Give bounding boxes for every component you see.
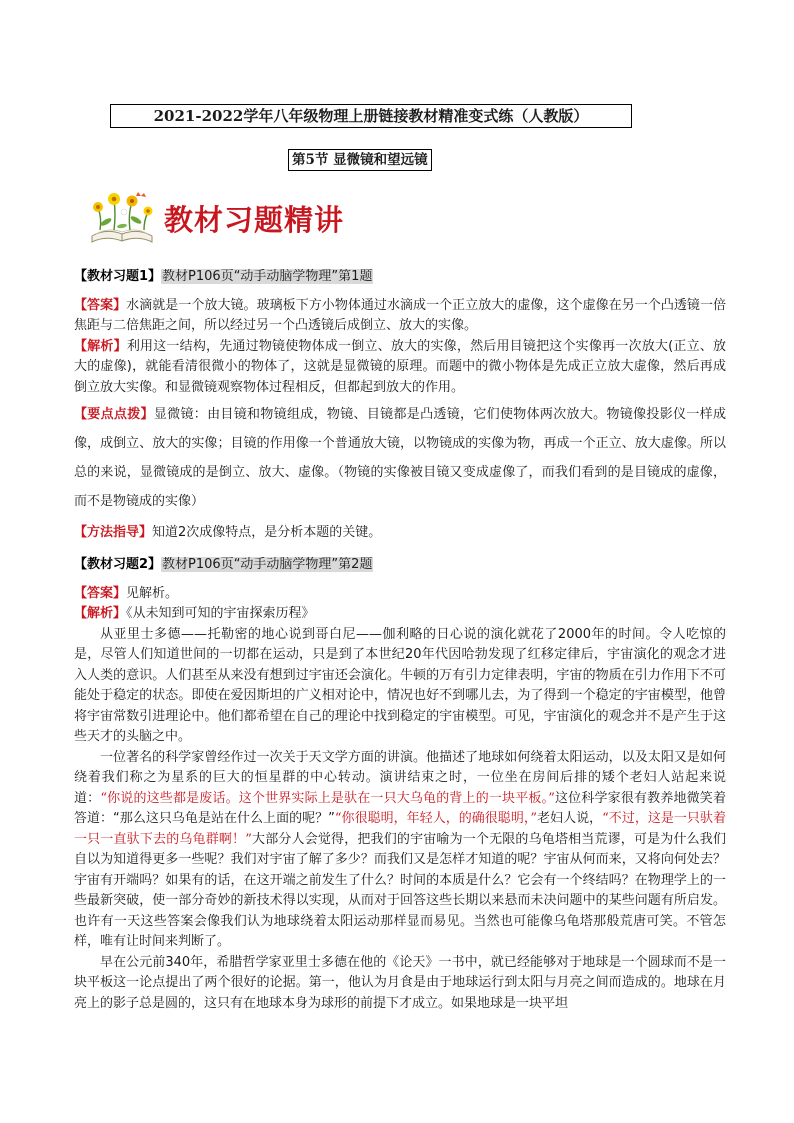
keypoint-text: 显微镜：由目镜和物镜组成，物镜、目镜都是凸透镜，它们使物体两次放大。物镜像投影仪一样成像，成倒立、放大的实像；目镜的作用像一个普通放大镜，以物镜成的实像为物，再成一个正立、放大虚像。所以总的来说，显微镜成的是倒立、放大、虚像。（物镜的实像被目镜又变成虚像了，而我们看到的是目镜成的虚像，而不是物镜成的实像） [74,407,726,509]
problem2-ref: 教材P106页“动手动脑学物理”第2题 [162,557,373,572]
problem2-label: 【教材习题2】 [74,557,162,572]
analysis-label: 【解析】 [74,606,127,621]
paragraph-text: 老妇人说， [537,811,603,826]
section-title: 第5节 显微镜和望远镜 [288,149,432,171]
problem2-header [74,555,726,576]
paragraph-text: 一位著名的科学家曾经作过一次关于天文学方面的讲演。他描述了地球如何绕着太阳运动，以及太阳又是如何绕着我们称之为星系的巨大的恒星群的中心转动。演讲结束之时，一位坐在房间后排的矮个老妇人站起来说道： [74,749,726,806]
document-title: 2021-2022学年八年级物理上册链接教材精准变式练（人教版） [110,104,632,128]
keypoint-label: 【要点点拨】 [74,407,154,422]
problem1-label: 【教材习题1】 [74,269,162,284]
answer-text: 水滴就是一个放大镜。玻璃板下方小物体通过水滴成一个正立放大的虚像，这个虚像在另一个凸透镜一倍焦距与二倍焦距之间，所以经过另一个凸透镜后成倒立、放大的实像。 [74,297,726,333]
article-paragraph-3: 早在公元前340年，希腊哲学家亚里士多德在他的《论天》一书中，就已经能够对于地球是一个圆球而不是一块平板这一论点提出了两个很好的论据。第一，他认为月食是由于地球运行到太阳与月亮之间而造成的。地球在月亮上的影子总是圆的，这只有在地球本身为球形的前提下才成立。如果地球是一块平坦 [74,954,726,1011]
problem2-analysis [74,604,726,625]
problem1-ref: 教材P106页“动手动脑学物理”第1题 [162,269,373,284]
answer-label: 【答案】 [74,297,127,313]
quote-text: “你很聪明，年轻人，的确很聪明，” [334,811,538,826]
quote-text: “你说的这些都是废话。这个世界实际上是驮在一只大乌龟的背上的一块平板。” [100,790,555,806]
problem1-keypoint [74,400,726,516]
analysis-text: 利用这一结构，先通过物镜使物体成一倒立、放大的实像，然后用目镜把这个实像再一次放大(正立、放大的虚像)，就能看清很微小的物体了，这就是显微镜的原理。而题中的微小物体是先成正立放大虚像，然后再成倒立放大实像。和显微镜观察物体过程相反，但都起到放大的作用。 [74,338,726,395]
problem2-answer [74,584,726,605]
problem1-analysis [74,337,726,399]
banner-title: 教材习题精讲 [164,203,345,237]
method-text: 知道2次成像特点，是分析本题的关键。 [152,525,382,540]
section-banner [86,190,386,246]
article-title: 《从未知到可知的宇宙探索历程》 [126,606,315,621]
answer-text: 见解析。 [126,585,179,601]
answer-label: 【答案】 [74,585,127,601]
quote-text: “不过，这是一只驮着一只一直驮下去的乌龟群啊！” [74,811,726,847]
problem1-method [74,518,726,547]
paragraph-text: 大部分人会觉得，把我们的宇宙喻为一个无限的乌龟塔相当荒谬，可是为什么我们自以为知道得更多一些呢？我们对宇宙了解了多少？而我们又是怎样才知道的呢？宇宙从何而来，又将向何处去？宇宙有开端吗？如果有的话，在这开端之前发生了什么？时间的本质是什么？它会有一个终结吗？在物理学上的一些最新突破，使一部分奇妙的新技术得以实现，从而对于回答这些长期以来悬而未决问题中的某些问题有所启发。也许有一天这些答案会像我们认为地球绕着太阳运动那样显而易见。当然也可能像乌龟塔那般荒唐可笑。不管怎样，唯有让时间来判断了。 [74,831,726,949]
flowers-book-icon [86,190,158,246]
problem1-header [74,267,726,288]
method-label: 【方法指导】 [74,525,153,540]
document-body [74,267,726,1014]
paragraph-text: 这位科学家很有教养地微笑着答道：“那么这只乌龟是站在什么上面的呢？” [74,790,726,826]
article-paragraph-2 [74,748,726,953]
analysis-label: 【解析】 [74,338,127,354]
article-paragraph-1: 从亚里士多德——托勒密的地心说到哥白尼——伽利略的日心说的演化就花了2000年的时间。令人吃惊的是，尽管人们知道世间的一切都在运动，只是到了本世纪20年代因哈勃发现了红移定律后，宇宙演化的观念才进入人类的意识。人们甚至从来没有想到过宇宙还会演化。牛顿的万有引力定律表明，宇宙的物质在引力作用下不可能处于稳定的状态。即使在爱因斯坦的广义相对论中，情况也好不到哪儿去，为了得到一个稳定的宇宙模型，他曾将宇宙常数引进理论中。他们都希望在自己的理论中找到稳定的宇宙模型。可见，宇宙演化的观念并不是产生于这些天才的头脑之中。 [74,626,726,744]
problem1-answer [74,296,726,337]
